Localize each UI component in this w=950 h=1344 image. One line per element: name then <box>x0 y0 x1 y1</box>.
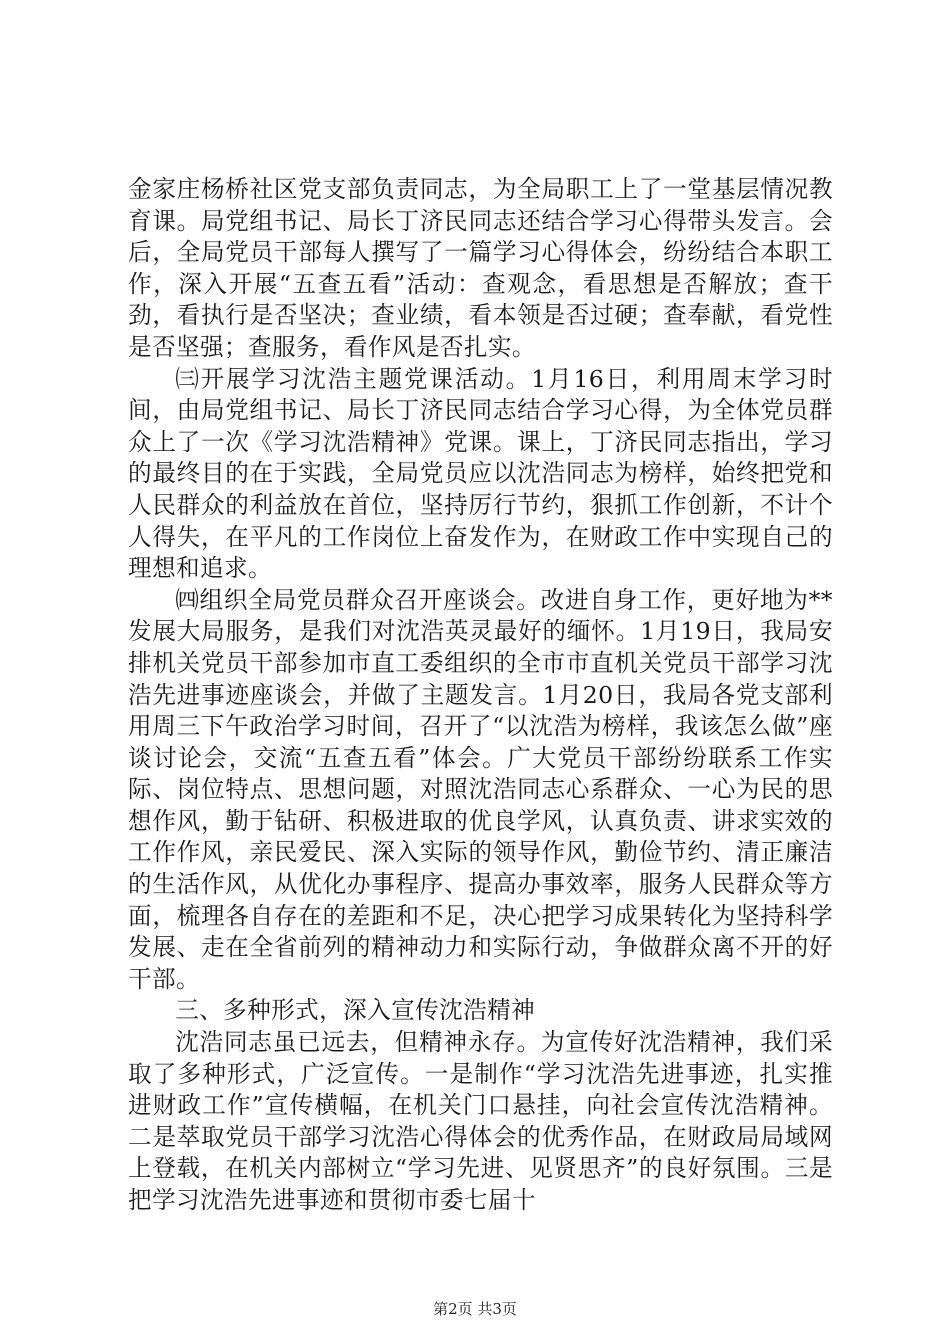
paragraph-3: ㈣组织全局党员群众召开座谈会。改进自身工作，更好地为**发展大局服务，是我们对沈浩英灵最好的缅怀。1月19日，我局安排机关党员干部参加市直工委组织的全市市直机关党员干部学习沈浩先进事迹座谈会，并做了主题发言。1月20日，我局各党支部利用周三下午政治学习时间，召开了“以沈浩为榜样，我该怎么做”座谈讨论会，交流“五查五看”体会。广大党员干部纷纷联系工作实际、岗位特点、思想问题，对照沈浩同志心系群众、一心为民的思想作风，勤于钻研、积极进取的优良学风，认真负责、讲求实效的工作作风，亲民爱民、深入实际的领导作风，勤俭节约、清正廉洁的生活作风，从优化办事程序、提高办事效率，服务人民群众等方面，梳理各自存在的差距和不足，决心把学习成果转化为坚持科学发展、走在全省前列的精神动力和实际行动，争做群众离不开的好干部。 <box>128 585 833 993</box>
section-heading: 三、多种形式，深入宣传沈浩精神 <box>175 996 536 1025</box>
paragraph-1: 金家庄杨桥社区党支部负责同志，为全局职工上了一堂基层情况教育课。局党组书记、局长丁济民同志还结合学习心得带头发言。会后，全局党员干部每人撰写了一篇学习心得体会，纷纷结合本职工作，深入开展“五查五看”活动：查观念，看思想是否解放；查干劲，看执行是否坚决；查业绩，看本领是否过硬；查奉献，看党性是否坚强；查服务，看作风是否扎实。 <box>128 175 833 361</box>
page-footer: 第2页 共3页 <box>433 1300 517 1318</box>
paragraph-4: 沈浩同志虽已远去，但精神永存。为宣传好沈浩精神，我们采取了多种形式，广泛宣传。一是制作“学习沈浩先进事迹，扎实推进财政工作”宣传横幅，在机关门口悬挂，向社会宣传沈浩精神。二是萃取党员干部学习沈浩心得体会的优秀作品，在财政局局域网上登载，在机关内部树立“学习先进、见贤思齐”的良好氛围。三是把学习沈浩先进事迹和贯彻市委七届十 <box>128 1028 833 1214</box>
paragraph-2: ㈢开展学习沈浩主题党课活动。1月16日，利用周末学习时间，由局党组书记、局长丁济民同志结合学习心得，为全体党员群众上了一次《学习沈浩精神》党课。课上，丁济民同志指出，学习的最终目的在于实践，全局党员应以沈浩同志为榜样，始终把党和人民群众的利益放在首位，坚持厉行节约，狠抓工作创新，不计个人得失，在平凡的工作岗位上奋发作为，在财政工作中实现自己的理想和追求。 <box>128 364 833 583</box>
document-body <box>128 174 833 1217</box>
